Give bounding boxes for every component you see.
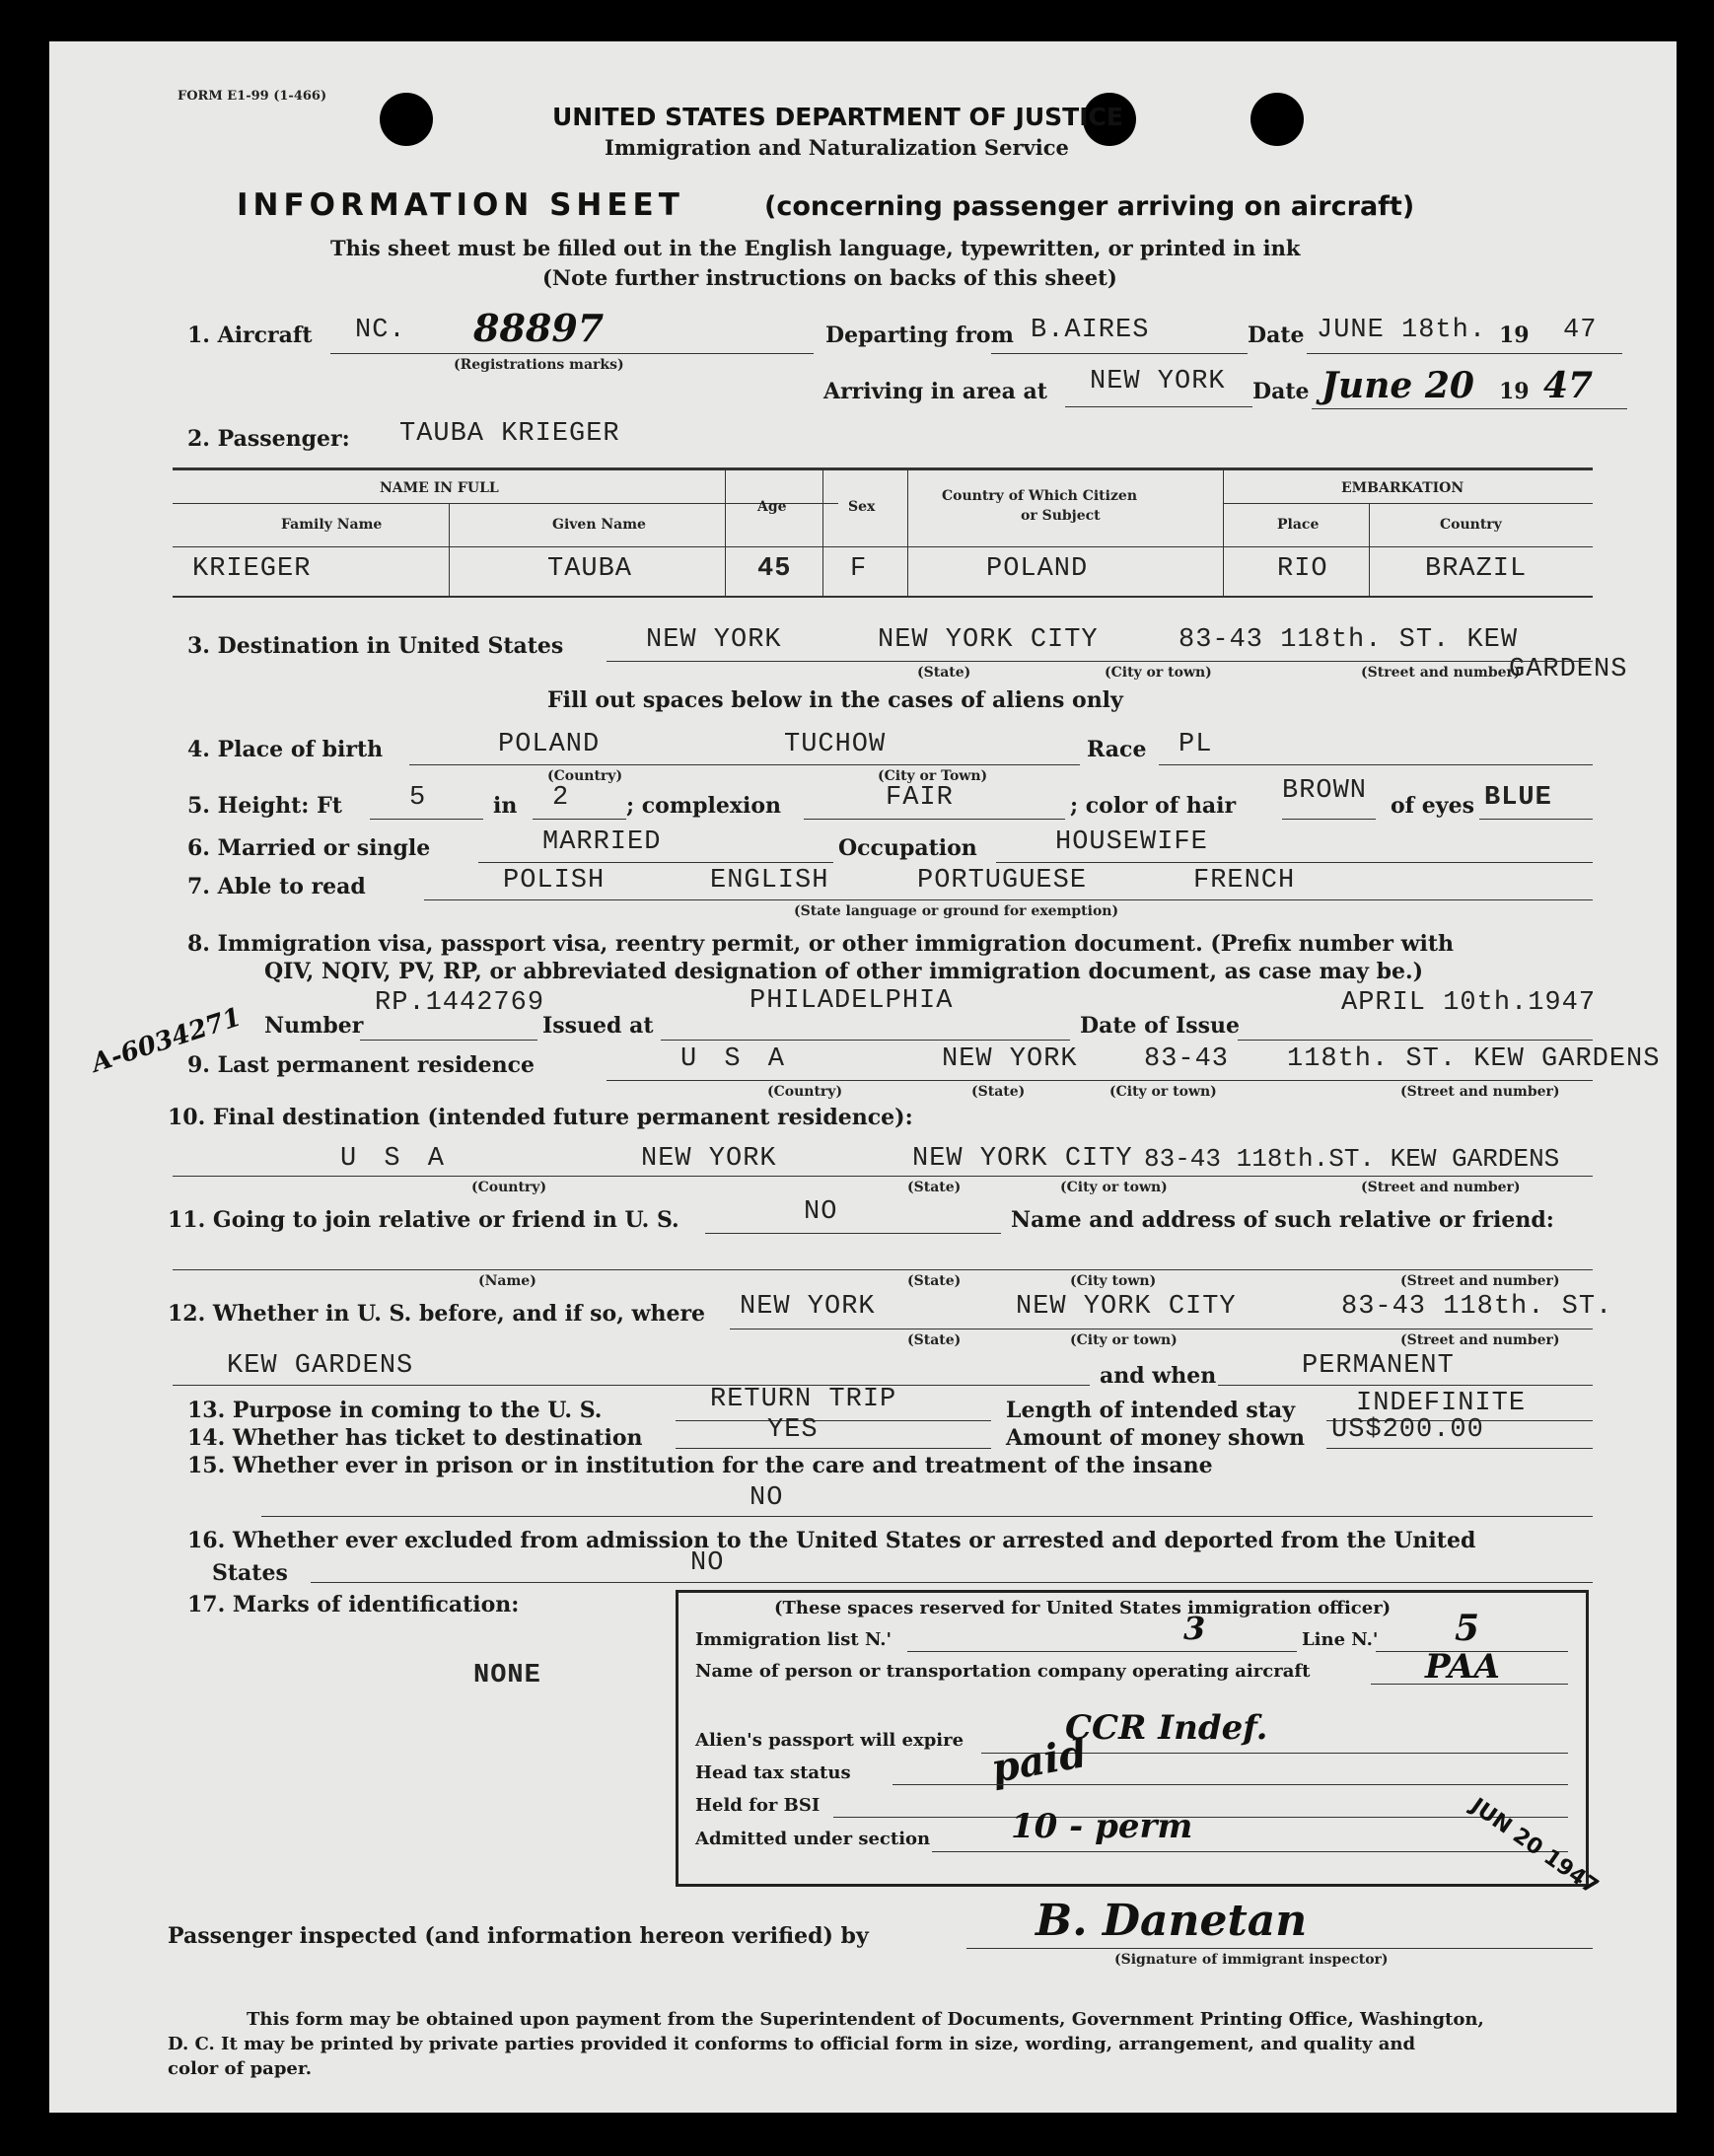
section-value: 10 - perm xyxy=(1011,1807,1193,1846)
ticket-value: YES xyxy=(767,1415,819,1445)
header-citizen-2: or Subject xyxy=(1021,508,1101,524)
street-caption: (Street and number) xyxy=(1400,1273,1560,1289)
last-residence-city: 83-43 xyxy=(1144,1044,1230,1074)
form-sheet xyxy=(49,41,1677,2113)
company-value: PAA xyxy=(1425,1647,1500,1687)
visa-number: RP.1442769 xyxy=(375,988,545,1018)
final-state: NEW YORK xyxy=(641,1144,777,1174)
passport-expire-value: CCR Indef. xyxy=(1065,1708,1268,1748)
aircraft-registration: 88897 xyxy=(473,306,605,350)
table-border xyxy=(173,503,838,504)
rule xyxy=(1218,1385,1593,1386)
complexion-label: ; complexion xyxy=(626,793,782,819)
passenger-label: 2. Passenger: xyxy=(187,426,350,452)
marks-label: 17. Marks of identification: xyxy=(187,1592,520,1617)
state-caption: (State) xyxy=(917,665,971,681)
header-emb-country: Country xyxy=(1440,517,1502,533)
marks-value: NONE xyxy=(473,1661,541,1690)
rule xyxy=(1065,406,1252,407)
language-3: PORTUGUESE xyxy=(917,866,1088,896)
rule xyxy=(1282,819,1376,820)
arrival-19: 19 xyxy=(1499,379,1530,404)
issue-date: APRIL 10th.1947 xyxy=(1341,988,1597,1018)
departure-year: 47 xyxy=(1563,316,1598,345)
rule xyxy=(173,1269,1593,1270)
join-value: NO xyxy=(804,1197,838,1227)
street-caption: (Street and number) xyxy=(1400,1332,1560,1348)
occupation-label: Occupation xyxy=(838,835,977,861)
rule xyxy=(1312,408,1627,409)
rule xyxy=(533,819,626,820)
footer-line-2: D. C. It may be printed by private parties provided it conforms to official form in size, wording, arrangement, and quality and xyxy=(168,2034,1416,2054)
arriving-value: NEW YORK xyxy=(1090,367,1226,396)
rule xyxy=(370,819,483,820)
name-caption: (Name) xyxy=(478,1273,536,1289)
country-caption: (Country) xyxy=(547,768,623,784)
street-caption: (Street and number) xyxy=(1361,1180,1521,1195)
rule xyxy=(1238,1040,1593,1041)
aircraft-prefix: NC. xyxy=(355,316,406,345)
race-value: PL xyxy=(1178,730,1213,759)
street-caption: (Street and number) xyxy=(1361,665,1521,681)
excluded-label: 16. Whether ever excluded from admission to the United States or arrested and deported from the United xyxy=(187,1528,1476,1553)
rule xyxy=(907,1651,1297,1652)
cell-emb-country: BRAZIL xyxy=(1425,554,1528,584)
rule xyxy=(676,1448,991,1449)
destination-street: 83-43 118th. ST. KEW xyxy=(1178,625,1519,655)
table-border xyxy=(725,467,726,596)
city-caption: (City or town) xyxy=(1070,1332,1178,1348)
footer-line-1: This form may be obtained upon payment from the Superintendent of Documents, Government Printing Office, Washington, xyxy=(247,2009,1484,2030)
inches-label: in xyxy=(493,793,518,819)
state-caption: (State) xyxy=(907,1180,962,1195)
married-label: 6. Married or single xyxy=(187,835,431,861)
header-sex: Sex xyxy=(848,499,876,515)
margin-note: A-6034271 xyxy=(88,1002,246,1079)
cell-age: 45 xyxy=(757,554,792,584)
hair-label: ; color of hair xyxy=(1070,793,1237,819)
final-city: NEW YORK CITY xyxy=(912,1144,1133,1174)
town-caption: (City or Town) xyxy=(878,768,988,784)
line-label: Line N.' xyxy=(1302,1629,1379,1650)
arrival-date-label: Date xyxy=(1252,379,1310,404)
rule xyxy=(607,661,1593,662)
date-stamp: JUN 20 1947 xyxy=(1465,1793,1604,1901)
rule xyxy=(261,1516,1593,1517)
table-border xyxy=(173,596,1593,598)
header-place: Place xyxy=(1277,517,1320,533)
issued-at-label: Issued at xyxy=(542,1013,654,1039)
married-value: MARRIED xyxy=(542,827,662,857)
registration-note: (Registrations marks) xyxy=(454,357,624,373)
issued-at-value: PHILADELPHIA xyxy=(750,986,954,1016)
rule xyxy=(607,1080,1593,1081)
last-residence-label: 9. Last permanent residence xyxy=(187,1052,535,1078)
birth-label: 4. Place of birth xyxy=(187,737,384,762)
country-caption: (Country) xyxy=(767,1084,843,1100)
form-title: INFORMATION SHEET xyxy=(237,187,684,223)
rule xyxy=(676,1420,991,1421)
street-caption: (Street and number) xyxy=(1400,1084,1560,1100)
visa-text-1: 8. Immigration visa, passport visa, reentry permit, or other immigration document. (Prefix number with xyxy=(187,931,1455,957)
departure-date: JUNE 18th. xyxy=(1317,316,1487,345)
departing-value: B.AIRES xyxy=(1031,316,1150,345)
final-destination-label: 10. Final destination (intended future permanent residence): xyxy=(168,1105,913,1130)
signature-caption: (Signature of immigrant inspector) xyxy=(1114,1952,1389,1968)
table-border xyxy=(173,467,1593,470)
department: UNITED STATES DEPARTMENT OF JUSTICE xyxy=(552,103,1123,131)
form-number: FORM E1-99 (1-466) xyxy=(178,89,327,104)
ticket-label: 14. Whether has ticket to destination xyxy=(187,1425,643,1451)
state-caption: (State) xyxy=(907,1332,962,1348)
hair-value: BROWN xyxy=(1282,776,1368,806)
inspector-signature: B. Danetan xyxy=(1036,1896,1308,1946)
punch-hole xyxy=(1250,93,1304,146)
header-embarkation: EMBARKATION xyxy=(1341,480,1464,496)
header-citizen: Country of Which Citizen xyxy=(942,488,1138,504)
list-label: Immigration list N.' xyxy=(695,1629,893,1650)
instruction-note: (Note further instructions on backs of this sheet) xyxy=(542,265,1117,290)
rule xyxy=(833,1817,1568,1818)
table-border xyxy=(173,546,1593,547)
head-tax-value: paid xyxy=(987,1729,1091,1793)
rule xyxy=(311,1582,1593,1583)
excluded-label-2: States xyxy=(212,1560,288,1586)
country-caption: (Country) xyxy=(471,1180,547,1195)
rule xyxy=(661,1040,1070,1041)
eyes-value: BLUE xyxy=(1484,783,1552,813)
date-19: 19 xyxy=(1499,323,1530,348)
stay-value: INDEFINITE xyxy=(1356,1389,1527,1418)
list-number: 3 xyxy=(1183,1610,1206,1647)
footer-line-3: color of paper. xyxy=(168,2058,312,2079)
read-label: 7. Able to read xyxy=(187,874,366,899)
header-name-in-full: NAME IN FULL xyxy=(380,480,499,496)
before-street-2: KEW GARDENS xyxy=(227,1351,414,1381)
excluded-value: NO xyxy=(690,1548,725,1578)
state-caption: (State) xyxy=(907,1273,962,1289)
final-street: 83-43 118th.ST. KEW GARDENS xyxy=(1144,1144,1560,1174)
last-residence-state: NEW YORK xyxy=(942,1044,1078,1074)
header-age: Age xyxy=(757,499,787,515)
officer-box-title: (These spaces reserved for United States immigration officer) xyxy=(774,1598,1392,1618)
rule xyxy=(330,353,814,354)
city-caption: (City town) xyxy=(1070,1273,1157,1289)
birth-town: TUCHOW xyxy=(784,730,887,759)
rule xyxy=(1307,353,1622,354)
complexion-value: FAIR xyxy=(886,783,954,813)
punch-hole xyxy=(380,93,433,146)
cell-given-name: TAUBA xyxy=(547,554,633,584)
head-tax-label: Head tax status xyxy=(695,1762,851,1783)
bsi-label: Held for BSI xyxy=(695,1795,821,1816)
destination-label: 3. Destination in United States xyxy=(187,633,564,659)
cell-family-name: KRIEGER xyxy=(192,554,312,584)
birth-country: POLAND xyxy=(498,730,601,759)
before-city: NEW YORK CITY xyxy=(1016,1292,1237,1322)
form-title-suffix: (concerning passenger arriving on aircraft) xyxy=(764,191,1415,222)
rule xyxy=(804,819,1065,820)
cell-place: RIO xyxy=(1277,554,1328,584)
rule xyxy=(1159,764,1593,765)
height-inches: 2 xyxy=(552,783,570,813)
table-border xyxy=(822,467,823,596)
rule xyxy=(991,353,1248,354)
occupation-value: HOUSEWIFE xyxy=(1055,827,1208,857)
rule xyxy=(1371,1684,1568,1685)
prison-value: NO xyxy=(750,1483,784,1513)
height-label: 5. Height: Ft xyxy=(187,793,342,819)
destination-city: NEW YORK CITY xyxy=(878,625,1099,655)
when-label: and when xyxy=(1100,1363,1217,1389)
issue-date-label: Date of Issue xyxy=(1080,1013,1241,1039)
rule xyxy=(932,1851,1568,1852)
rule xyxy=(705,1233,1001,1234)
rule xyxy=(1479,819,1593,820)
aliens-note: Fill out spaces below in the cases of aliens only xyxy=(547,687,1123,713)
line-number: 5 xyxy=(1455,1608,1480,1649)
destination-street-2: GARDENS xyxy=(1509,655,1628,684)
last-residence-street: 118th. ST. KEW GARDENS xyxy=(1287,1044,1661,1074)
table-border xyxy=(449,503,450,596)
before-street: 83-43 118th. ST. xyxy=(1341,1292,1613,1322)
visa-text-2: QIV, NQIV, PV, RP, or abbreviated designation of other immigration document, as case may be.) xyxy=(264,959,1424,984)
money-value: US$200.00 xyxy=(1331,1415,1484,1445)
race-label: Race xyxy=(1087,737,1147,762)
section-label: Admitted under section xyxy=(695,1829,931,1849)
state-caption: (State) xyxy=(971,1084,1026,1100)
table-border xyxy=(907,467,908,596)
table-border xyxy=(1223,467,1224,596)
language-1: POLISH xyxy=(503,866,606,896)
rule xyxy=(173,1385,1090,1386)
header-given-name: Given Name xyxy=(552,517,646,533)
purpose-value: RETURN TRIP xyxy=(710,1385,897,1414)
instruction-line: This sheet must be filled out in the English language, typewritten, or printed in ink xyxy=(330,236,1301,260)
aircraft-label: 1. Aircraft xyxy=(187,323,313,348)
rule xyxy=(409,764,1080,765)
number-label: Number xyxy=(264,1013,364,1039)
rule xyxy=(360,1040,537,1041)
stay-label: Length of intended stay xyxy=(1006,1398,1295,1423)
service: Immigration and Naturalization Service xyxy=(605,135,1069,160)
height-feet: 5 xyxy=(409,783,427,813)
city-caption: (City or town) xyxy=(1105,665,1212,681)
date-label: Date xyxy=(1248,323,1305,348)
rule xyxy=(996,862,1593,863)
relative-label: Name and address of such relative or friend: xyxy=(1011,1207,1554,1233)
rule xyxy=(478,862,833,863)
city-caption: (City or town) xyxy=(1060,1180,1168,1195)
arrival-date: June 20 xyxy=(1321,365,1474,406)
header-family-name: Family Name xyxy=(281,517,383,533)
final-country: U S A xyxy=(340,1144,451,1174)
last-residence-country: U S A xyxy=(680,1044,791,1074)
rule xyxy=(966,1948,1593,1949)
destination-state: NEW YORK xyxy=(646,625,782,655)
arrival-year: 47 xyxy=(1543,365,1594,406)
rule xyxy=(173,1176,1593,1177)
passport-expire-label: Alien's passport will expire xyxy=(695,1730,964,1751)
rule xyxy=(730,1329,1593,1330)
arriving-label: Arriving in area at xyxy=(823,379,1047,404)
language-2: ENGLISH xyxy=(710,866,829,896)
before-label: 12. Whether in U. S. before, and if so, where xyxy=(168,1301,706,1327)
before-state: NEW YORK xyxy=(740,1292,876,1322)
language-4: FRENCH xyxy=(1193,866,1296,896)
departing-label: Departing from xyxy=(825,323,1014,348)
table-border xyxy=(1369,503,1370,596)
rule xyxy=(893,1784,1568,1785)
cell-sex: F xyxy=(850,554,868,584)
city-caption: (City or town) xyxy=(1109,1084,1217,1100)
cell-citizen: POLAND xyxy=(986,554,1089,584)
company-label: Name of person or transportation company operating aircraft xyxy=(695,1661,1311,1682)
when-value: PERMANENT xyxy=(1302,1351,1455,1381)
language-note: (State language or ground for exemption) xyxy=(794,903,1119,919)
inspected-label: Passenger inspected (and information hereon verified) by xyxy=(168,1923,869,1949)
money-label: Amount of money shown xyxy=(1006,1425,1306,1451)
table-border xyxy=(1223,503,1593,504)
eyes-label: of eyes xyxy=(1391,793,1474,819)
prison-label: 15. Whether ever in prison or in institution for the care and treatment of the insane xyxy=(187,1453,1213,1478)
rule xyxy=(1326,1448,1593,1449)
rule xyxy=(424,899,1593,900)
purpose-label: 13. Purpose in coming to the U. S. xyxy=(187,1398,603,1423)
passenger-name: TAUBA KRIEGER xyxy=(399,419,620,449)
join-label: 11. Going to join relative or friend in U. S. xyxy=(168,1207,679,1233)
